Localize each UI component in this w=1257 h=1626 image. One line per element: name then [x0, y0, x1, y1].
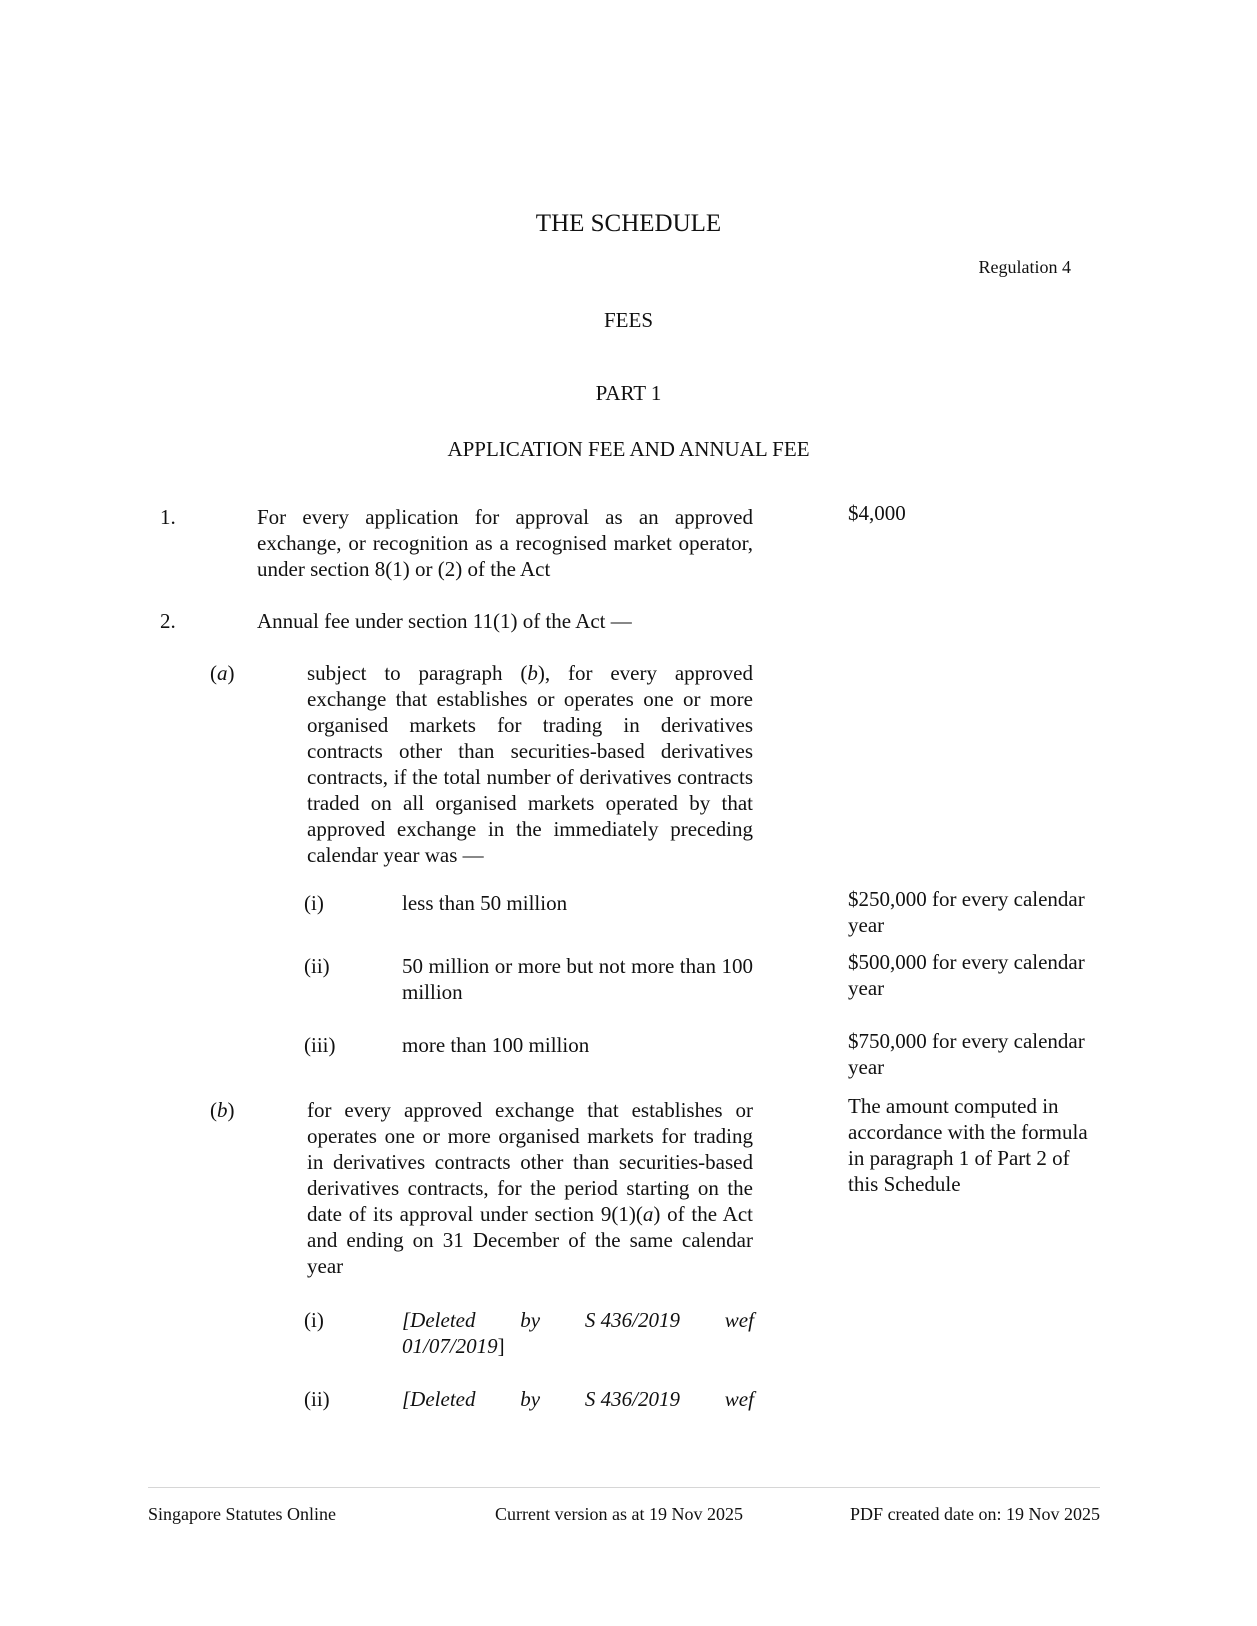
para-a-label	[210, 660, 235, 686]
para-b-ii-text	[402, 1386, 754, 1412]
para-b-text	[307, 1097, 753, 1279]
para-b-i-word-3: S 436/2019	[584, 1308, 680, 1332]
para-a-label-close: )	[227, 661, 235, 685]
para-a-ii-text: 50 million or more but not more than 100 million	[402, 954, 753, 1004]
para-a-text-part1: subject to paragraph	[307, 661, 521, 685]
para-a-i-fee: $250,000 for every calendar year	[848, 887, 1085, 937]
para-a-text	[307, 660, 753, 868]
para-a-text-ref: b	[527, 661, 538, 685]
para-b-i-text	[402, 1307, 754, 1333]
para-b-label-close: )	[227, 1098, 235, 1122]
para-b-i-word-1: [Deleted	[402, 1308, 476, 1332]
part-heading: PART 1	[595, 381, 662, 405]
item-2-number: 2.	[160, 609, 176, 633]
footer-pdf-date: PDF created date on: 19 Nov 2025	[850, 1504, 1100, 1524]
para-b-i-label: (i)	[304, 1308, 324, 1332]
para-b-text-part1: for every approved exchange that establishes or operates one or more organised markets for trading in derivatives contracts other than securities-based derivatives contracts, for the period starting on the date of its approval under section 9(1)(	[307, 1098, 753, 1226]
para-a-text-ref-open: (	[520, 661, 528, 685]
para-a-iii-label: (iii)	[304, 1033, 336, 1057]
para-a-iii-text: more than 100 million	[402, 1033, 590, 1057]
part-subheading: APPLICATION FEE AND ANNUAL FEE	[447, 437, 810, 461]
para-a-i-label: (i)	[304, 891, 324, 915]
fees-heading: FEES	[603, 308, 653, 332]
footer-divider	[148, 1487, 1100, 1488]
para-a-ii-label: (ii)	[304, 954, 330, 978]
para-b-ii-word-3: S 436/2019	[584, 1387, 680, 1411]
para-b-text-part2: ) of the Act and ending on 31 December of the same calendar year	[307, 1202, 753, 1278]
para-b-i-date: 01/07/2019	[402, 1334, 498, 1358]
para-b-i-word-4: wef	[724, 1308, 754, 1332]
footer-source: Singapore Statutes Online	[148, 1504, 336, 1524]
para-b-i-bracket: ]	[497, 1334, 505, 1358]
para-b-ii-label: (ii)	[304, 1387, 330, 1411]
para-b-ii-word-4: wef	[724, 1387, 754, 1411]
para-b-label-open: (	[210, 1098, 217, 1122]
item-2-text: Annual fee under section 11(1) of the Act —	[257, 609, 632, 633]
para-a-ii-fee: $500,000 for every calendar year	[848, 950, 1085, 1000]
regulation-reference: Regulation 4	[978, 257, 1071, 277]
para-b-ii-word-1: [Deleted	[402, 1387, 476, 1411]
item-1-number: 1.	[160, 505, 176, 529]
para-a-iii-fee: $750,000 for every calendar year	[848, 1029, 1085, 1079]
schedule-title: THE SCHEDULE	[535, 210, 722, 237]
para-b-i-line-2	[402, 1333, 505, 1359]
para-b-fee: The amount computed in accordance with the formula in paragraph 1 of Part 2 of this Schedule	[848, 1094, 1088, 1196]
para-a-label-open: (	[210, 661, 217, 685]
para-b-label	[210, 1097, 235, 1123]
para-b-label-letter: b	[217, 1098, 228, 1122]
para-b-i-word-2: by	[520, 1308, 541, 1332]
para-a-label-letter: a	[217, 661, 228, 685]
item-1-fee: $4,000	[848, 501, 906, 525]
para-a-i-text: less than 50 million	[402, 891, 568, 915]
para-a-text-part2: ), for every approved exchange that establishes or operates one or more organised markets for trading in derivatives contracts other than securities-based derivatives contracts, if the total number of derivatives contracts traded on all organised markets operated by that approved exchange in the immediately preceding calendar year was —	[307, 661, 753, 867]
item-1-text: For every application for approval as an approved exchange, or recognition as a recognised market operator, under section 8(1) or (2) of the Act	[257, 505, 753, 581]
para-b-ii-word-2: by	[520, 1387, 541, 1411]
para-b-text-ref: a	[642, 1202, 654, 1226]
footer-version: Current version as at 19 Nov 2025	[495, 1504, 743, 1524]
